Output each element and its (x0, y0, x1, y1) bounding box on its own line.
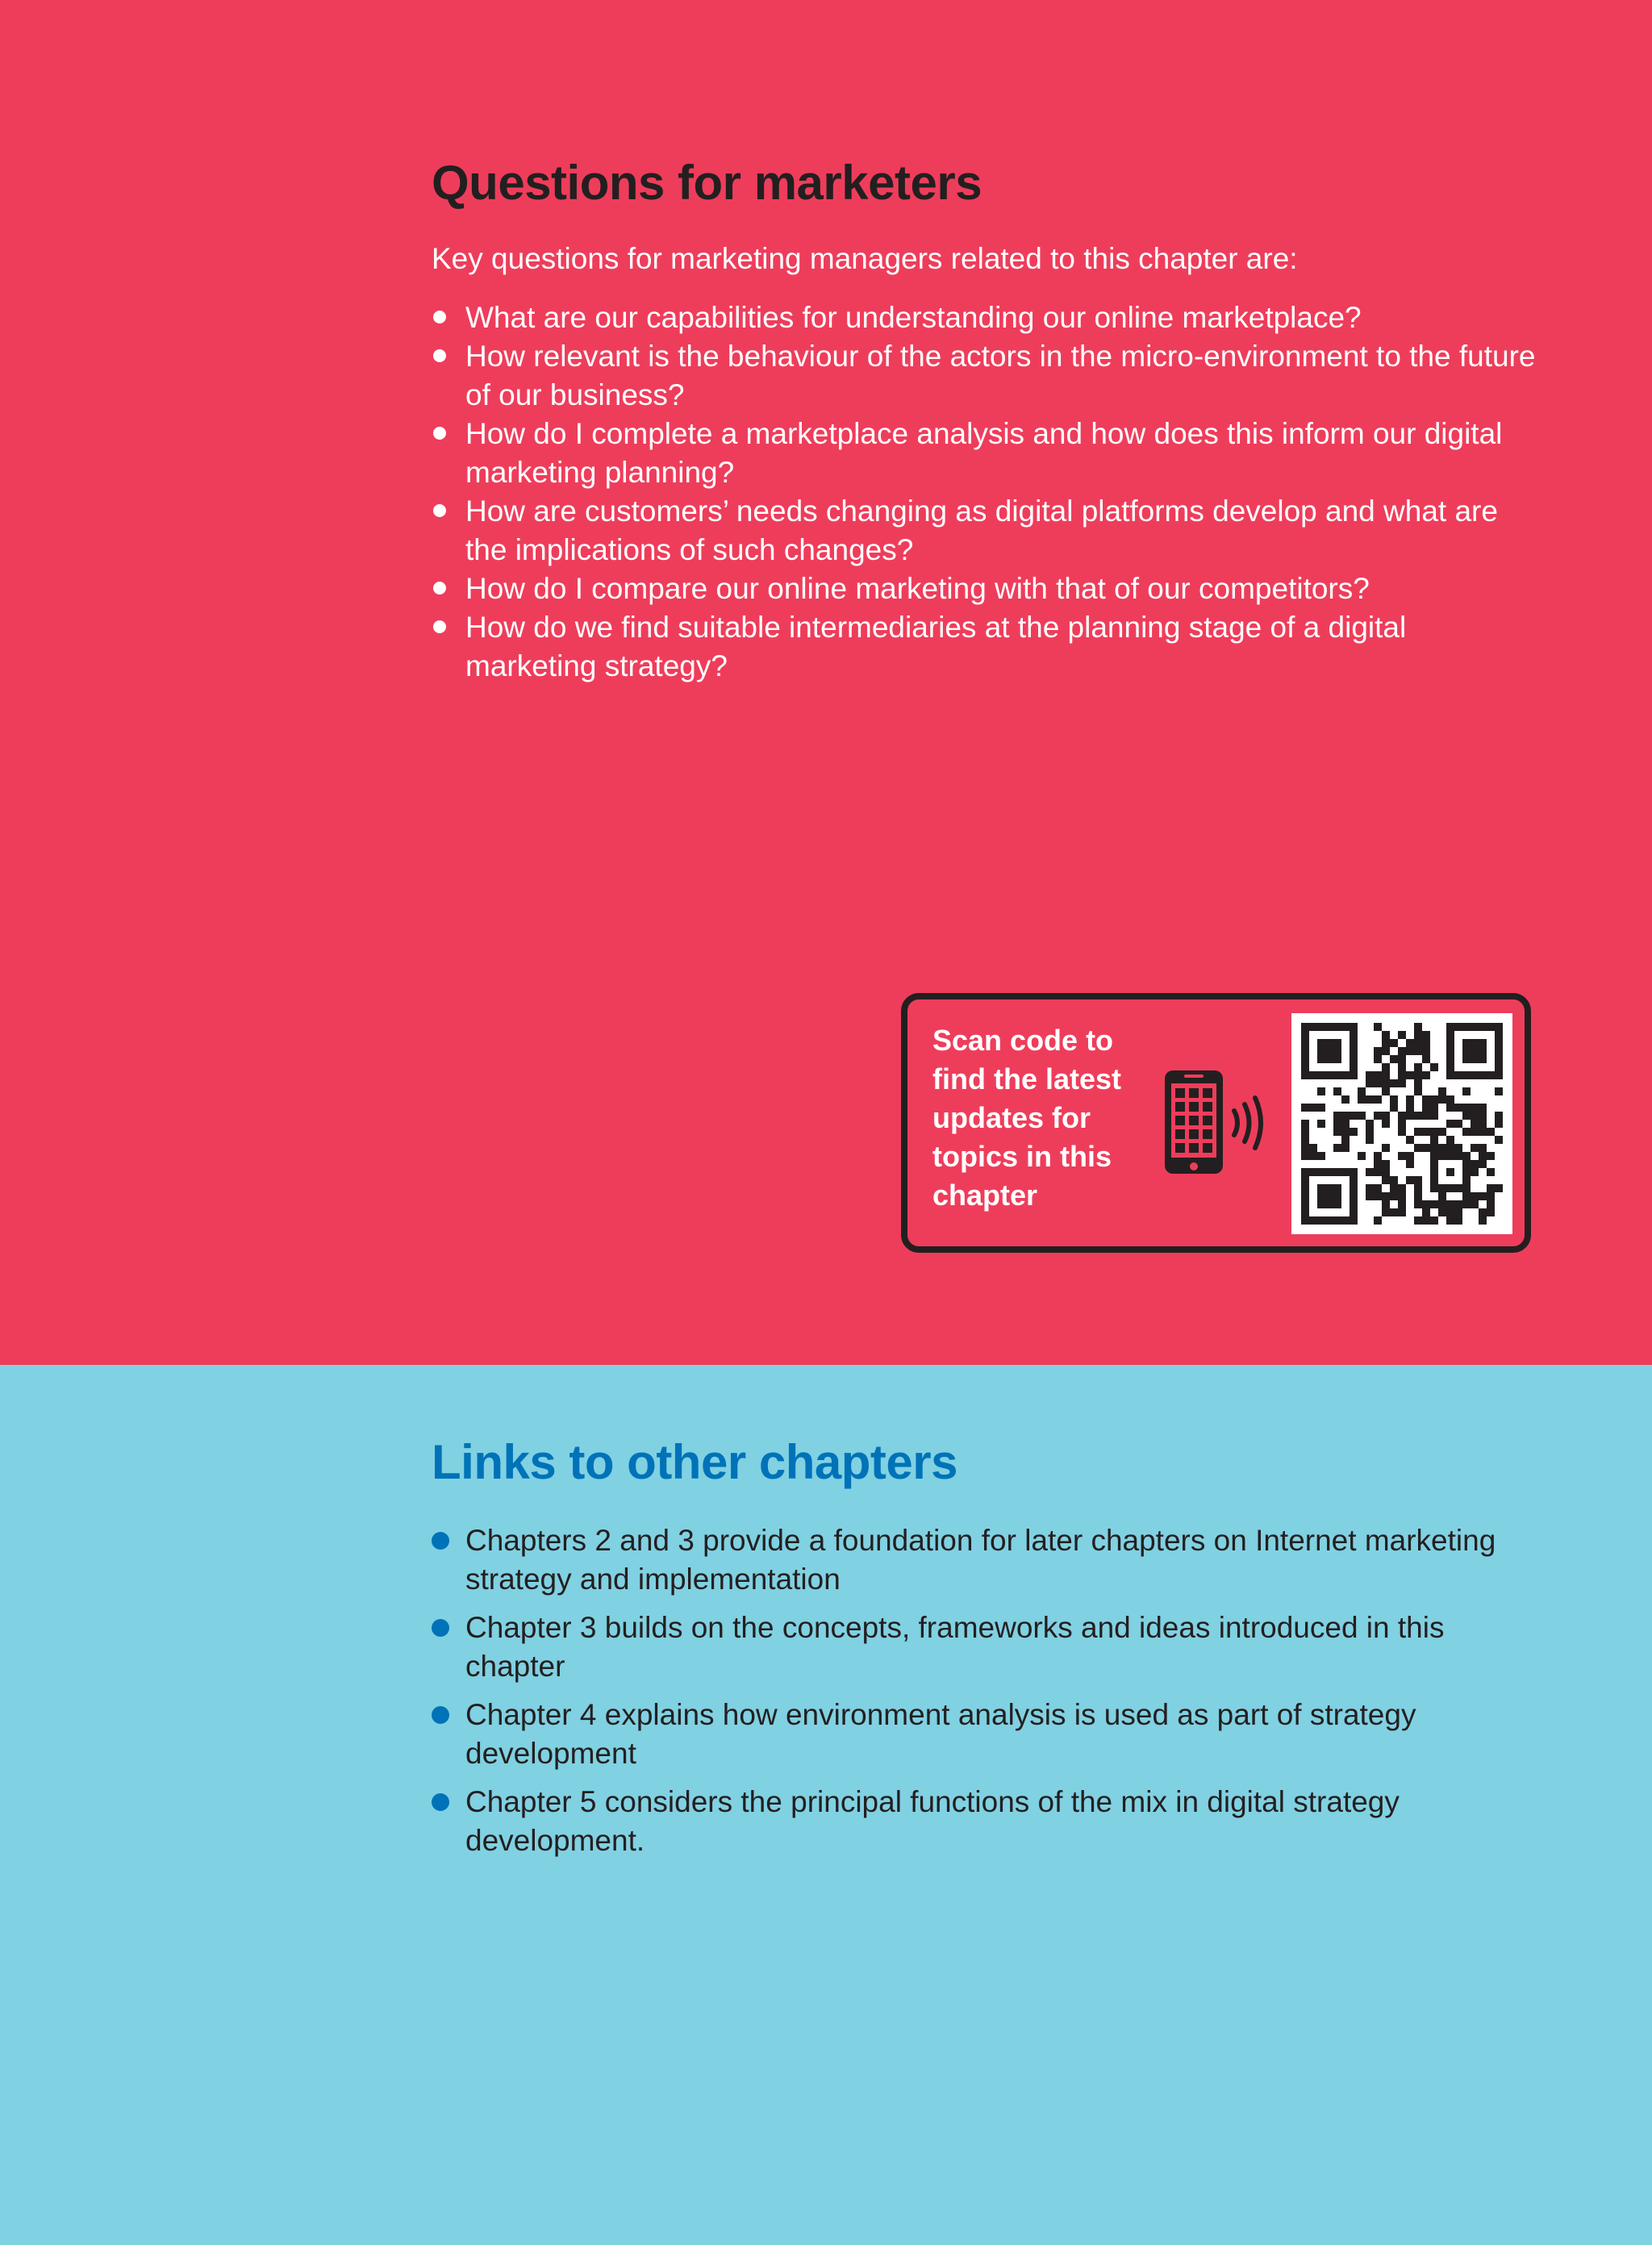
list-item (432, 337, 1537, 415)
list-item (432, 608, 1537, 686)
link-text: Chapters 2 and 3 provide a foundation for later chapters on Internet marketing strategy and implementation (465, 1524, 1496, 1596)
list-item (432, 492, 1537, 570)
qr-code (1291, 1013, 1512, 1234)
list-item (432, 570, 1537, 608)
question-text: How are customers’ needs changing as digital platforms develop and what are the implications of such changes? (465, 494, 1498, 566)
bullet-icon (433, 582, 446, 595)
list-item (432, 1783, 1537, 1860)
questions-intro: Key questions for marketing managers related to this chapter are: (432, 242, 1298, 275)
bullet-icon (432, 1793, 449, 1811)
question-text: How do I compare our online marketing with that of our competitors? (465, 572, 1370, 605)
list-item (432, 1609, 1537, 1686)
list-item (432, 1696, 1537, 1773)
bullet-icon (433, 349, 446, 362)
list-item (432, 1521, 1537, 1599)
links-heading: Links to other chapters (432, 1435, 957, 1489)
bullet-icon (433, 504, 446, 517)
list-item (432, 415, 1537, 492)
link-text: Chapter 4 explains how environment analysis is used as part of strategy development (465, 1698, 1416, 1770)
smartphone-signal-icon (1162, 1069, 1274, 1178)
bullet-icon (432, 1532, 449, 1550)
scan-code-text: Scan code to find the latest updates for topics in this chapter (932, 1024, 1122, 1212)
list-item (432, 298, 1537, 337)
bullet-icon (433, 311, 446, 323)
link-text: Chapter 3 builds on the concepts, frameworks and ideas introduced in this chapter (465, 1611, 1445, 1683)
question-text: How do we find suitable intermediaries at the planning stage of a digital marketing strategy? (465, 611, 1407, 682)
bullet-icon (432, 1706, 449, 1724)
link-text: Chapter 5 considers the principal functions of the mix in digital strategy development. (465, 1785, 1400, 1857)
questions-list (432, 298, 1537, 686)
bullet-icon (433, 620, 446, 633)
links-list (432, 1521, 1537, 1870)
question-text: How do I complete a marketplace analysis and how does this inform our digital marketing planning? (465, 417, 1503, 489)
questions-heading: Questions for marketers (432, 156, 982, 210)
question-text: How relevant is the behaviour of the actors in the micro-environment to the future of our business? (465, 340, 1536, 411)
bullet-icon (432, 1619, 449, 1637)
bullet-icon (433, 427, 446, 440)
question-text: What are our capabilities for understanding our online marketplace? (465, 301, 1362, 334)
qr-code-pattern (1291, 1013, 1512, 1234)
